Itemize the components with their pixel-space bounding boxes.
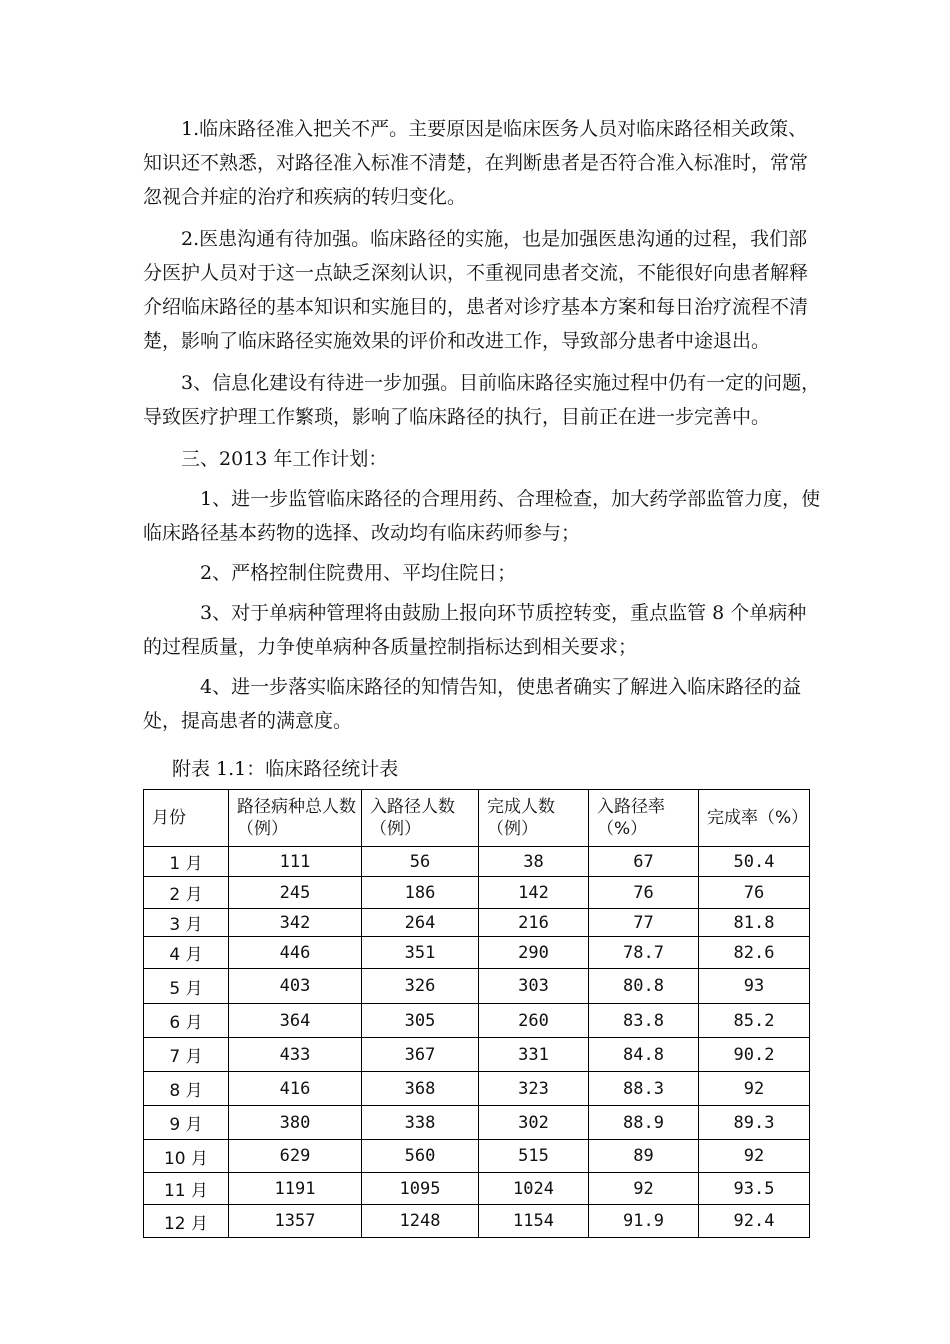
table-row: [144, 1106, 810, 1140]
cell-entry-rate: 80.8: [589, 969, 699, 1004]
plan-item-2: 2、严格控制住院费用、平均住院日；: [200, 562, 517, 584]
cell-month: 6 月: [144, 1004, 229, 1038]
table-row: [144, 1140, 810, 1173]
cell-entered-cases: 1248: [362, 1205, 479, 1238]
cell-entry-rate: 77: [589, 909, 699, 937]
cell-entry-rate: 91.9: [589, 1205, 699, 1238]
cell-entered-cases: 367: [362, 1038, 479, 1072]
table-caption: 附表 1.1：临床路径统计表: [172, 758, 399, 780]
plan-item-1: 1、进一步监管临床路径的合理用药、合理检查，加大药学部监管力度，使临床路径基本药物的选择、改动均有临床药师参与；: [143, 488, 821, 544]
table-row: [144, 937, 810, 969]
cell-month: 12 月: [144, 1205, 229, 1238]
cell-entry-rate: 92: [589, 1173, 699, 1205]
table-header-row: [144, 790, 810, 847]
cell-entry-rate: 89: [589, 1140, 699, 1173]
header-month: 月份: [144, 790, 229, 847]
cell-completion-rate: 81.8: [699, 909, 810, 937]
table-row: [144, 847, 810, 877]
cell-entry-rate: 88.3: [589, 1072, 699, 1106]
cell-completion-rate: 93: [699, 969, 810, 1004]
cell-completed-cases: 323: [479, 1072, 589, 1106]
cell-completion-rate: 76: [699, 877, 810, 909]
cell-entered-cases: 368: [362, 1072, 479, 1106]
cell-entry-rate: 83.8: [589, 1004, 699, 1038]
cell-completion-rate: 82.6: [699, 937, 810, 969]
cell-entered-cases: 338: [362, 1106, 479, 1140]
cell-completed-cases: 302: [479, 1106, 589, 1140]
table-body: [144, 847, 810, 1238]
cell-completed-cases: 303: [479, 969, 589, 1004]
table-row: [144, 1173, 810, 1205]
cell-month: 5 月: [144, 969, 229, 1004]
cell-total-cases: 1357: [229, 1205, 362, 1238]
table-row: [144, 909, 810, 937]
header-total-cases: 路径病种总人数（例）: [229, 790, 362, 847]
cell-completion-rate: 92.4: [699, 1205, 810, 1238]
paragraph-informatization: 3、信息化建设有待进一步加强。目前临床路径实施过程中仍有一定的问题，导致医疗护理工作繁琐，影响了临床路径的执行，目前正在进一步完善中。: [143, 372, 821, 428]
cell-total-cases: 403: [229, 969, 362, 1004]
cell-completed-cases: 1024: [479, 1173, 589, 1205]
cell-month: 9 月: [144, 1106, 229, 1140]
cell-completed-cases: 331: [479, 1038, 589, 1072]
cell-month: 11 月: [144, 1173, 229, 1205]
cell-total-cases: 245: [229, 877, 362, 909]
cell-month: 4 月: [144, 937, 229, 969]
cell-entry-rate: 84.8: [589, 1038, 699, 1072]
cell-total-cases: 629: [229, 1140, 362, 1173]
header-completion-rate: 完成率（%）: [699, 790, 810, 847]
cell-completed-cases: 260: [479, 1004, 589, 1038]
cell-entered-cases: 326: [362, 969, 479, 1004]
cell-completed-cases: 142: [479, 877, 589, 909]
cell-month: 10 月: [144, 1140, 229, 1173]
cell-month: 1 月: [144, 847, 229, 877]
table-row: [144, 1004, 810, 1038]
cell-completed-cases: 1154: [479, 1205, 589, 1238]
cell-entered-cases: 1095: [362, 1173, 479, 1205]
cell-completion-rate: 50.4: [699, 847, 810, 877]
table-row: [144, 1038, 810, 1072]
table-row: [144, 969, 810, 1004]
cell-month: 8 月: [144, 1072, 229, 1106]
cell-completion-rate: 93.5: [699, 1173, 810, 1205]
header-entry-rate: 入路径率（%）: [589, 790, 699, 847]
cell-entry-rate: 88.9: [589, 1106, 699, 1140]
paragraph-doctor-patient-communication: 2.医患沟通有待加强。临床路径的实施，也是加强医患沟通的过程，我们部分医护人员对于这一点缺乏深刻认识，不重视同患者交流，不能很好向患者解释介绍临床路径的基本知识和实施目的，患者对诊疗基本方案和每日治疗流程不清楚，影响了临床路径实施效果的评价和改进工作，导致部分患者中途退出。: [143, 228, 809, 352]
cell-entered-cases: 351: [362, 937, 479, 969]
table-row: [144, 1072, 810, 1106]
table-row: [144, 1205, 810, 1238]
cell-total-cases: 416: [229, 1072, 362, 1106]
cell-completed-cases: 515: [479, 1140, 589, 1173]
cell-entered-cases: 56: [362, 847, 479, 877]
cell-total-cases: 364: [229, 1004, 362, 1038]
header-completed-cases: 完成人数（例）: [479, 790, 589, 847]
cell-month: 2 月: [144, 877, 229, 909]
cell-total-cases: 433: [229, 1038, 362, 1072]
plan-item-4: 4、进一步落实临床路径的知情告知，使患者确实了解进入临床路径的益处，提高患者的满意度。: [143, 676, 802, 732]
cell-total-cases: 1191: [229, 1173, 362, 1205]
paragraph-entry-control: 1.临床路径准入把关不严。主要原因是临床医务人员对临床路径相关政策、知识还不熟悉，对路径准入标准不清楚，在判断患者是否符合准入标准时，常常忽视合并症的治疗和疾病的转归变化。: [143, 118, 809, 208]
cell-total-cases: 446: [229, 937, 362, 969]
cell-entry-rate: 78.7: [589, 937, 699, 969]
cell-entry-rate: 67: [589, 847, 699, 877]
cell-completion-rate: 92: [699, 1072, 810, 1106]
cell-entered-cases: 264: [362, 909, 479, 937]
plan-heading: 三、2013 年工作计划：: [181, 448, 388, 470]
cell-month: 7 月: [144, 1038, 229, 1072]
header-entered-cases: 入路径人数（例）: [362, 790, 479, 847]
cell-entered-cases: 305: [362, 1004, 479, 1038]
cell-completed-cases: 38: [479, 847, 589, 877]
cell-total-cases: 380: [229, 1106, 362, 1140]
cell-entered-cases: 186: [362, 877, 479, 909]
cell-entered-cases: 560: [362, 1140, 479, 1173]
cell-completion-rate: 92: [699, 1140, 810, 1173]
clinical-pathway-stats-table: [143, 789, 810, 1238]
table-row: [144, 877, 810, 909]
cell-completed-cases: 216: [479, 909, 589, 937]
cell-entry-rate: 76: [589, 877, 699, 909]
cell-total-cases: 111: [229, 847, 362, 877]
cell-completion-rate: 89.3: [699, 1106, 810, 1140]
cell-completed-cases: 290: [479, 937, 589, 969]
plan-item-3: 3、对于单病种管理将由鼓励上报向环节质控转变，重点监管 8 个单病种的过程质量，力争使单病种各质量控制指标达到相关要求；: [143, 602, 807, 658]
cell-completion-rate: 90.2: [699, 1038, 810, 1072]
cell-total-cases: 342: [229, 909, 362, 937]
cell-month: 3 月: [144, 909, 229, 937]
cell-completion-rate: 85.2: [699, 1004, 810, 1038]
